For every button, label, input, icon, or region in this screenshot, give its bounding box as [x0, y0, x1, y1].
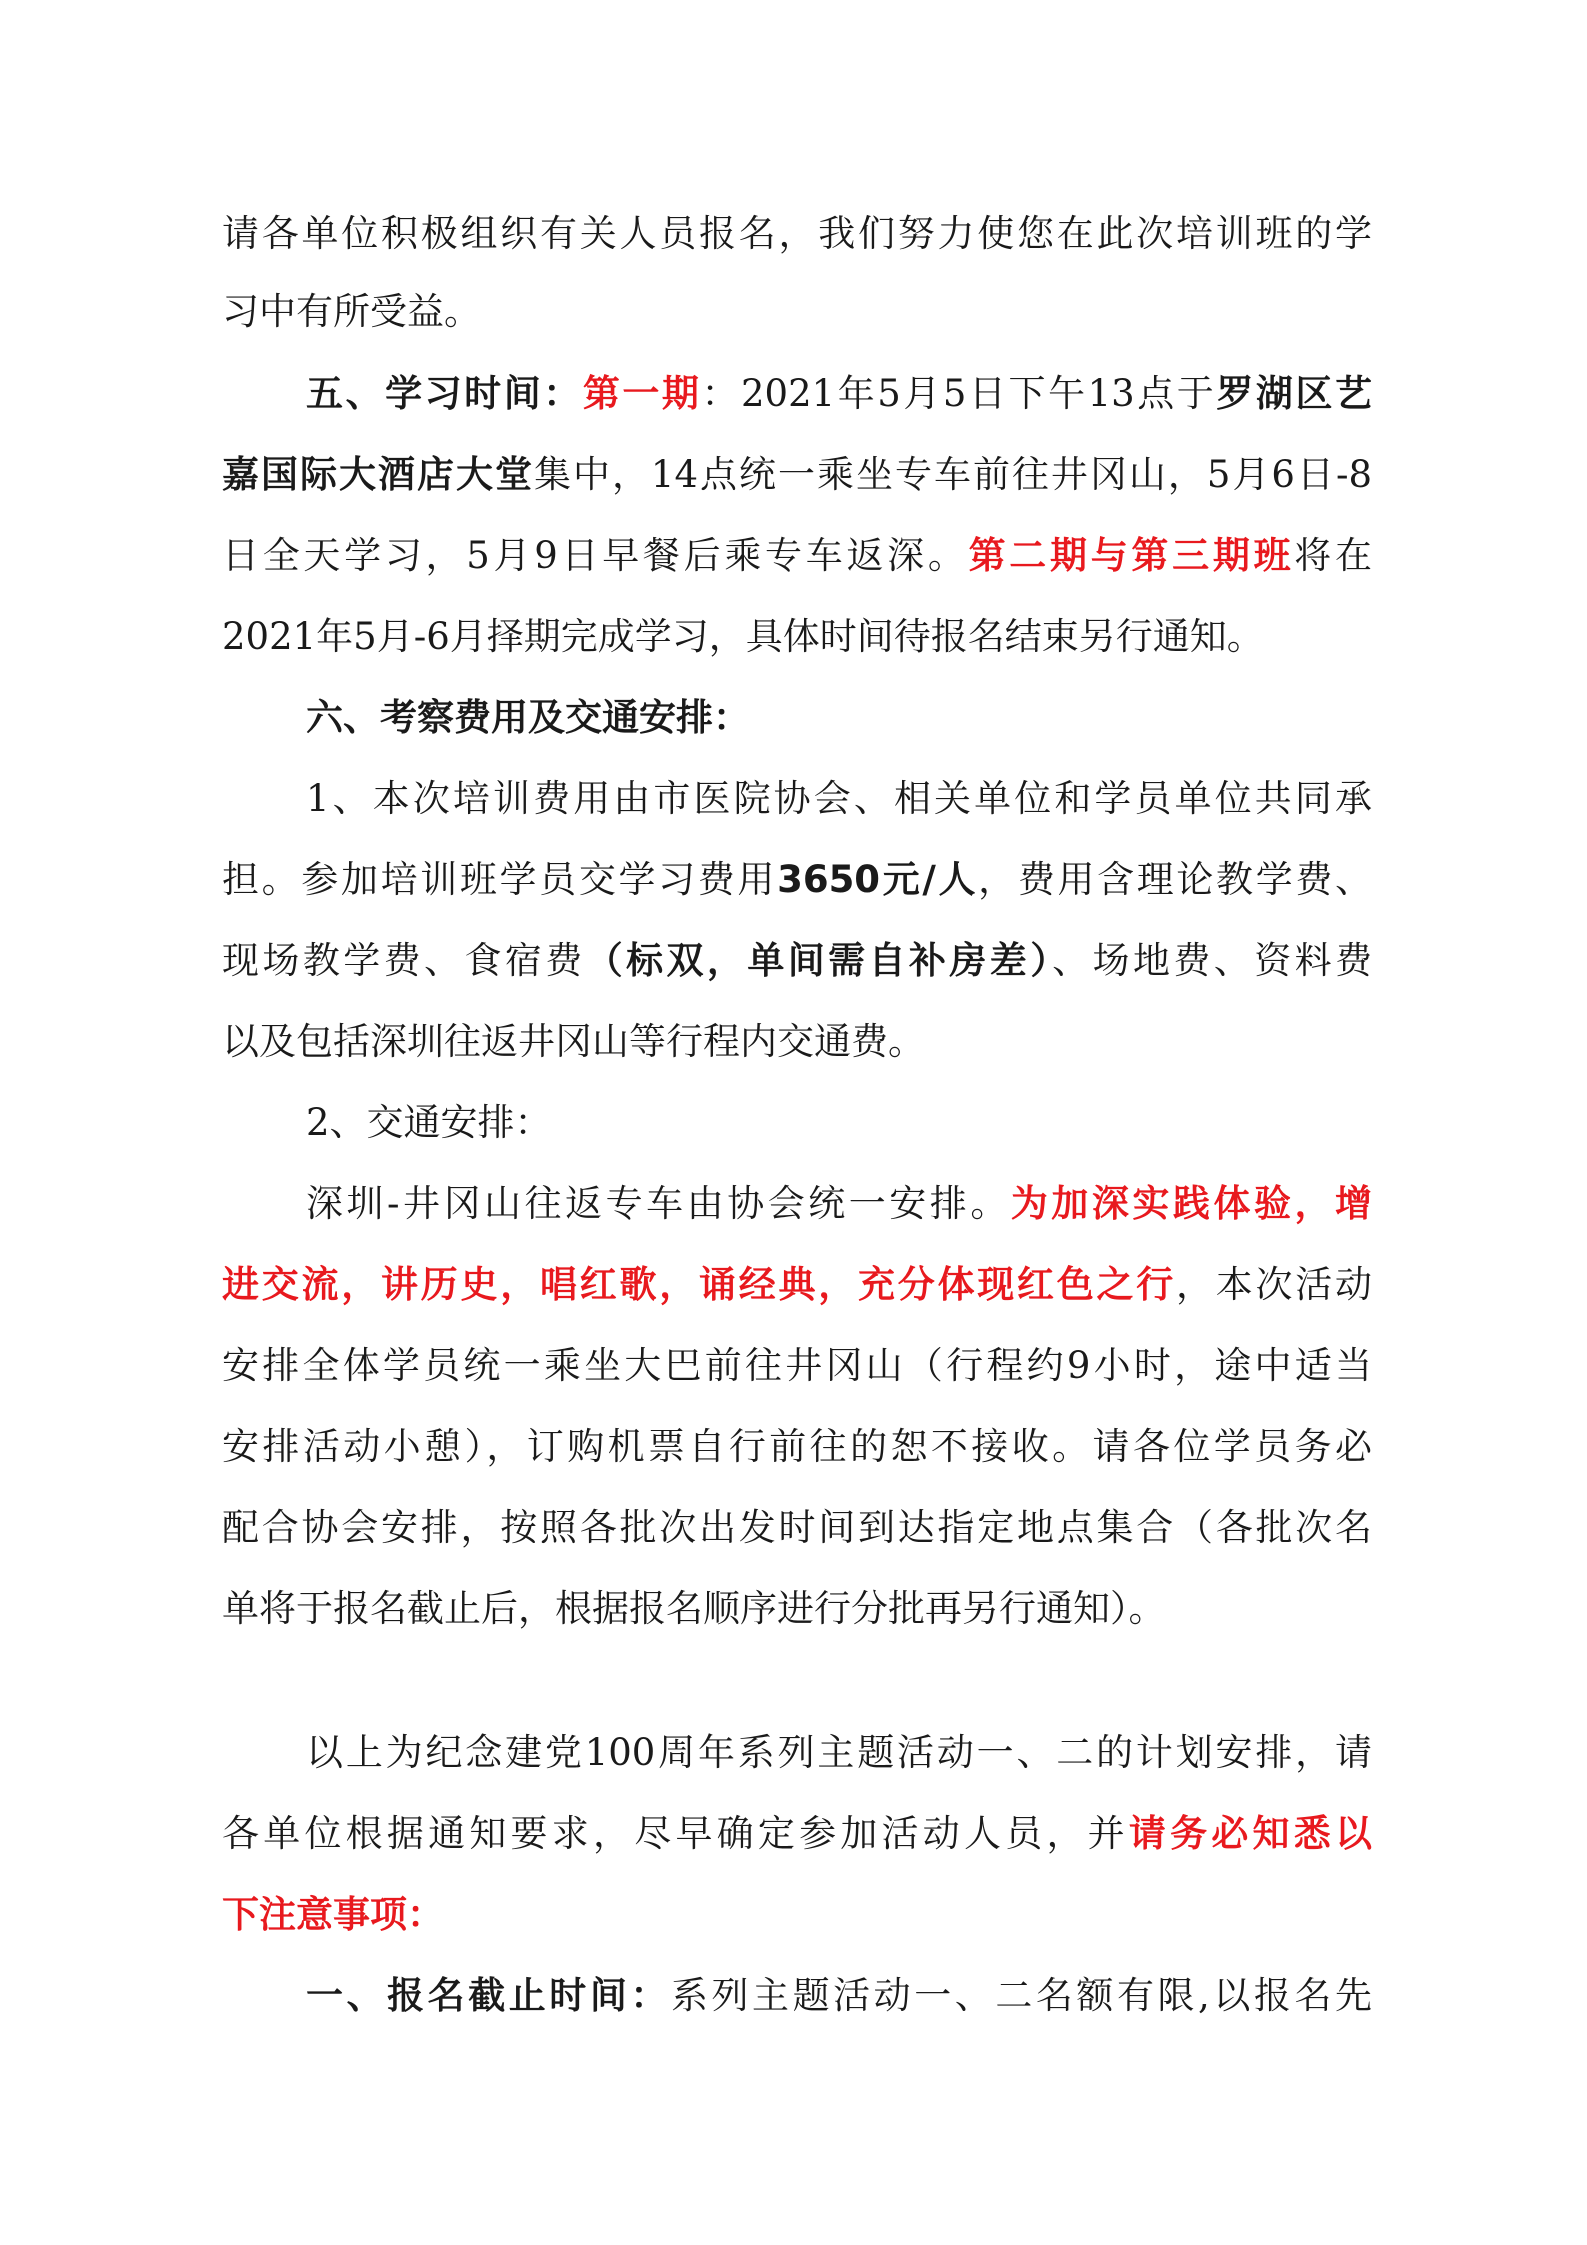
highlight-text: 第一期 [582, 372, 702, 415]
paragraph-line [222, 935, 1372, 987]
highlight-text: 下注意事项： [222, 1893, 444, 1936]
paragraph-line [306, 1178, 1372, 1230]
text-run: 日全天学习，5月9日早餐后乘专车返深。 [222, 534, 969, 577]
paragraph-line [222, 530, 1372, 582]
highlight-text: 进交流，讲历史，唱红歌，诵经典，充分体现红色之行 [222, 1263, 1176, 1306]
paragraph-line [222, 611, 1372, 663]
text-run: 、场地费、资料费 [1052, 939, 1372, 982]
section-heading-fees-transport [306, 692, 1372, 744]
text-run: 安排全体学员统一乘坐大巴前往井冈山（行程约9小时，途中适当 [222, 1344, 1372, 1387]
paragraph-line [222, 1808, 1372, 1860]
text-run: 以上为纪念建党100周年系列主题活动一、二的计划安排，请 [306, 1731, 1372, 1774]
text-run: 2021年5月-6月择期完成学习，具体时间待报名结束另行通知。 [222, 615, 1264, 658]
text-run: ，费用含理论教学费、 [978, 858, 1372, 901]
paragraph-line [222, 1421, 1372, 1473]
text-run: 集中，14点统一乘坐专车前往井冈山，5月6日-8 [533, 453, 1372, 496]
text-run: 担。参加培训班学员交学习费用 [222, 858, 778, 901]
bold-text: 罗湖区艺 [1216, 372, 1372, 415]
paragraph-line [222, 1016, 1372, 1068]
text-run: 1、本次培训费用由市医院协会、相关单位和学员单位共同承 [306, 777, 1372, 820]
text-run: 配合协会安排，按照各批次出发时间到达指定地点集合（各批次名 [222, 1506, 1372, 1549]
text-run: 单将于报名截止后，根据报名顺序进行分批再另行通知）。 [222, 1587, 1166, 1630]
paragraph-line [222, 1889, 1372, 1941]
paragraph-line [222, 449, 1372, 501]
heading-text: 一、报名截止时间： [306, 1974, 671, 2017]
text-run: 安排活动小憩），订购机票自行前往的恕不接收。请各位学员务必 [222, 1425, 1372, 1468]
heading-text: 五、学习时间： [306, 372, 583, 415]
text-run: 2、交通安排： [306, 1101, 552, 1144]
paragraph-line [222, 1502, 1372, 1554]
text-run: 以及包括深圳往返井冈山等行程内交通费。 [222, 1020, 925, 1063]
text-run: 现场教学费、食宿费 [222, 939, 586, 982]
text-run: 系列主题活动一、二名额有限,以报名先 [670, 1974, 1372, 2017]
bold-text: 嘉国际大酒店大堂 [222, 453, 534, 496]
section-heading-registration-deadline [306, 1970, 1372, 2022]
paragraph-line [222, 1583, 1372, 1635]
paragraph-line [222, 1259, 1372, 1311]
heading-text: 六、考察费用及交通安排： [306, 696, 750, 739]
paragraph-line [306, 773, 1372, 825]
highlight-text: 请务必知悉以 [1128, 1812, 1372, 1855]
paragraph-line [306, 1097, 1372, 1149]
text-run: 将在 [1294, 534, 1372, 577]
text-run: ：2021年5月5日下午13点于 [701, 372, 1217, 415]
bold-text: 3650元/人 [777, 858, 979, 901]
highlight-text: 第二期与第三期班 [968, 534, 1295, 577]
text-run: 各单位根据通知要求，尽早确定参加活动人员，并 [222, 1812, 1129, 1855]
highlight-text: 为加深实践体验，增 [1010, 1182, 1372, 1225]
paragraph-line [222, 208, 1372, 260]
section-heading-study-time [306, 368, 1372, 420]
paragraph-line [222, 1340, 1372, 1392]
paragraph-line [222, 286, 1372, 338]
paragraph-line [222, 854, 1372, 906]
text-run: 深圳-井冈山往返专车由协会统一安排。 [306, 1182, 1011, 1225]
bold-text: （标双，单间需自补房差） [585, 939, 1053, 982]
text-run: ，本次活动 [1176, 1263, 1372, 1306]
text-run: 习中有所受益。 [222, 290, 481, 333]
paragraph-line [306, 1727, 1372, 1779]
text-run: 请各单位积极组织有关人员报名，我们努力使您在此次培训班的学 [222, 212, 1372, 255]
